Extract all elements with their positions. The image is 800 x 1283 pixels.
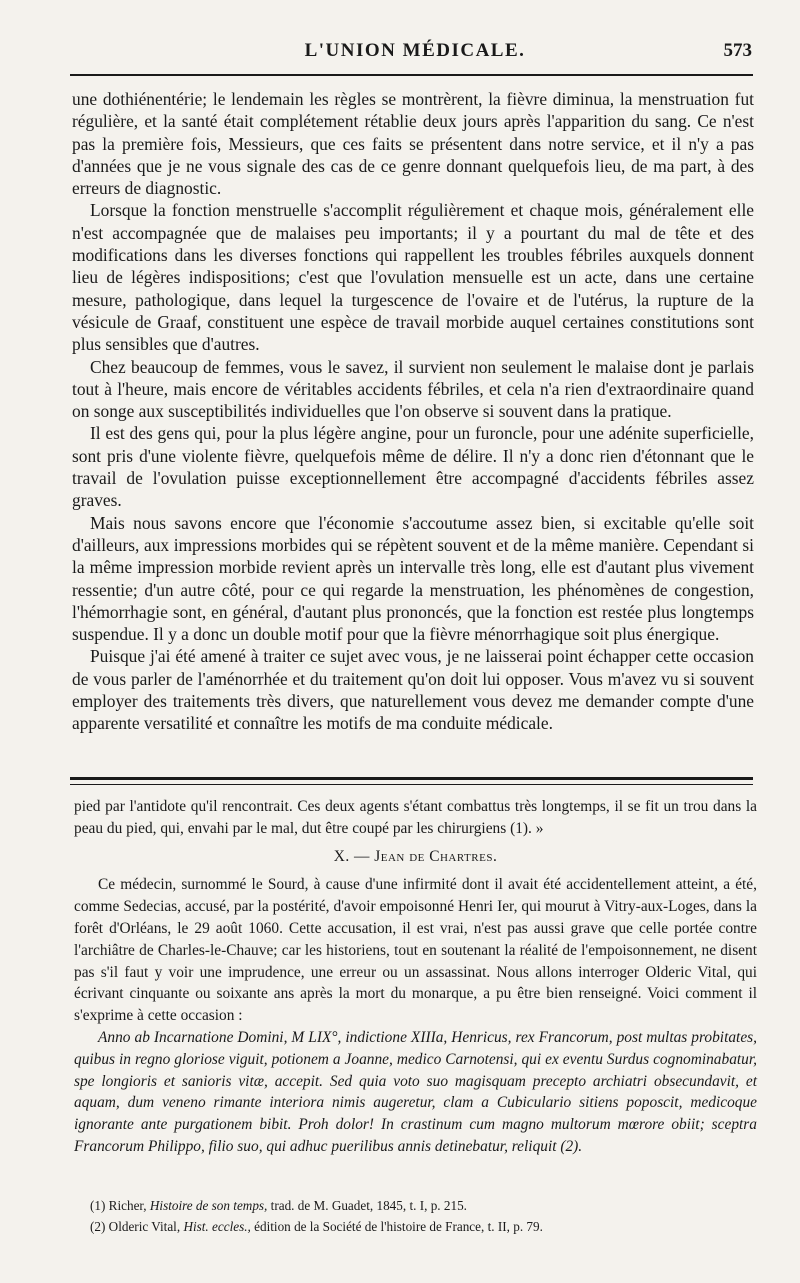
paragraph: Chez beaucoup de femmes, vous le savez, il survient non seulement le malaise dont je parlais tout à l'heure, mais encore de véritables accidents fébriles, et cela n'a rien d'extraordinaire quand on songe aux susceptibilités individuelles que l'on observe si souvent dans la pratique. bbox=[72, 356, 754, 422]
feuilleton-body: Ce médecin, surnommé le Sourd, à cause d'une infirmité dont il avait été accidentellement atteint, a été, comme Sedecias, accusé, par la postérité, d'avoir empoisonné Henri Ier, qui mourut à Vitry-aux-Loges, dans la forêt d'Orléans, le 29 août 1060. Cette accusation, il est vrai, n'est pas aussi grave que celle portée contre l'archiâtre de Charles-le-Chauve; car les historiens, tout en soutenant la réalité de l'empoisonnement, ne disent pas s'il faut y voir une imprudence, une erreur ou un assassinat. Nous allons interroger Olderic Vital, qui écrivant cinquante ou soixante ans après la mort du monarque, a pu être bien renseigné. Voici comment il s'exprime à cette occasion : bbox=[74, 876, 757, 1025]
section-name: Jean de Chartres. bbox=[374, 847, 498, 865]
feuilleton-separator-thick bbox=[70, 777, 753, 780]
footnotes bbox=[90, 1196, 750, 1237]
paragraph: Lorsque la fonction menstruelle s'accomplit régulièrement et chaque mois, généralement elle n'est accompagnée que de malaises peu importants; il y a pourtant du mal de tête et des modifications dans les diverses fonctions qui rappellent les troubles fébriles auxquels donnent lieu de légères indispositions; c'est que l'ovulation mensuelle est un acte, dans une certaine mesure, pathologique, dans lequel la turgescence de l'ovaire et de l'utérus, la rupture de la vésicule de Graaf, constituent une espèce de travail morbide auquel certaines constitutions sont plus sensibles que d'autres. bbox=[72, 200, 754, 355]
footnote-details: trad. de M. Guadet, 1845, t. I, p. 215. bbox=[270, 1198, 467, 1213]
paragraph: Mais nous savons encore que l'économie s'accoutume assez bien, si excitable qu'elle soit d'ailleurs, aux impressions morbides qui se répètent souvent et de la même manière. Cependant si la même impression morbide revient après un intervalle très long, elle est d'autant plus vivement ressentie; d'un autre côté, pour ce qui regarde la menstruation, les phénomènes de congestion, l'hémorrhagie sont, en général, d'autant plus prononcés, que la fonction est restée plus longtemps suspendue. Il y a donc un double motif pour que la fièvre ménorrhagique soit plus énergique. bbox=[72, 512, 754, 645]
footnote-1 bbox=[90, 1196, 750, 1217]
footnote-title: Histoire de son temps, bbox=[149, 1198, 268, 1213]
main-article bbox=[72, 88, 754, 735]
running-title: L'UNION MÉDICALE. bbox=[304, 40, 526, 61]
footnote-marker: (2) Olderic Vital, bbox=[90, 1218, 181, 1234]
footnote-marker: (1) Richer, bbox=[90, 1198, 147, 1213]
feuilleton-opening: pied par l'antidote qu'il rencontrait. Ces deux agents s'étant combattus très longtemps, il se fit un trou dans la peau du pied, qui, envahi par le mal, dut être coupé par les chirurgiens (1). » bbox=[74, 798, 757, 837]
section-heading bbox=[74, 846, 757, 868]
page-header bbox=[70, 40, 760, 70]
latin-quotation: Anno ab Incarnatione Domini, M LIX°, indictione XIIIa, Henricus, rex Francorum, post multas probitates, quibus in regno gloriose viguit, potionem a Joanne, medico Carnotensi, qui ex eventu Surdus cognominabatur, spe longioris et sanioris vitæ, accepit. Sed quia voto suo magisquam precepto archiatri obsecundavit, et aquam, dum veneno rimante interiora nimis augeretur, clam a Cubiculario sitiens poposcit, medicoque ignorante ante purgationem bibit. Proh dolor! In crastinum cum magno multorum mœrore obiit; sceptra Francorum Philippo, filio suo, qui adhuc puerilibus annis detinebatur, reliquit (2). bbox=[74, 1028, 757, 1155]
paragraph: Puisque j'ai été amené à traiter ce sujet avec vous, je ne laisserai point échapper cette occasion de vous parler de l'aménorrhée et du traitement qu'on doit lui opposer. Vous m'avez vu si souvent employer des traitements très divers, que naturellement vous devez me demander compte d'une apparente versatilité et connaître les motifs de ma conduite médicale. bbox=[72, 646, 754, 734]
page-number: 573 bbox=[723, 40, 752, 61]
footnote-title: Hist. eccles., bbox=[183, 1218, 251, 1234]
paragraph: Il est des gens qui, pour la plus légère angine, pour un furoncle, pour une adénite superficielle, sont pris d'une violente fièvre, quelquefois même de délire. Il n'y a donc rien d'étonnant que le travail de l'ovulation puisse exceptionnellement être accompagné d'accidents fébriles assez graves. bbox=[72, 423, 754, 511]
section-number: X. — bbox=[333, 847, 370, 865]
feuilleton-separator-thin bbox=[70, 784, 753, 785]
paragraph: une dothiénentérie; le lendemain les règles se montrèrent, la fièvre diminua, la menstruation fut régulière, et la santé était complétement rétablie deux jours après l'apparition du sang. Ce n'est pas la première fois, Messieurs, que ces faits se présentent dans notre service, et il n'y a pas d'années que je ne vous signale des cas de ce genre donnant quelquefois lieu, de ma part, à des erreurs de diagnostic. bbox=[72, 89, 754, 199]
header-rule bbox=[70, 74, 753, 76]
feuilleton bbox=[74, 796, 757, 1158]
footnote-details: édition de la Société de l'histoire de France, t. II, p. 79. bbox=[254, 1218, 543, 1234]
footnote-2 bbox=[90, 1217, 750, 1238]
